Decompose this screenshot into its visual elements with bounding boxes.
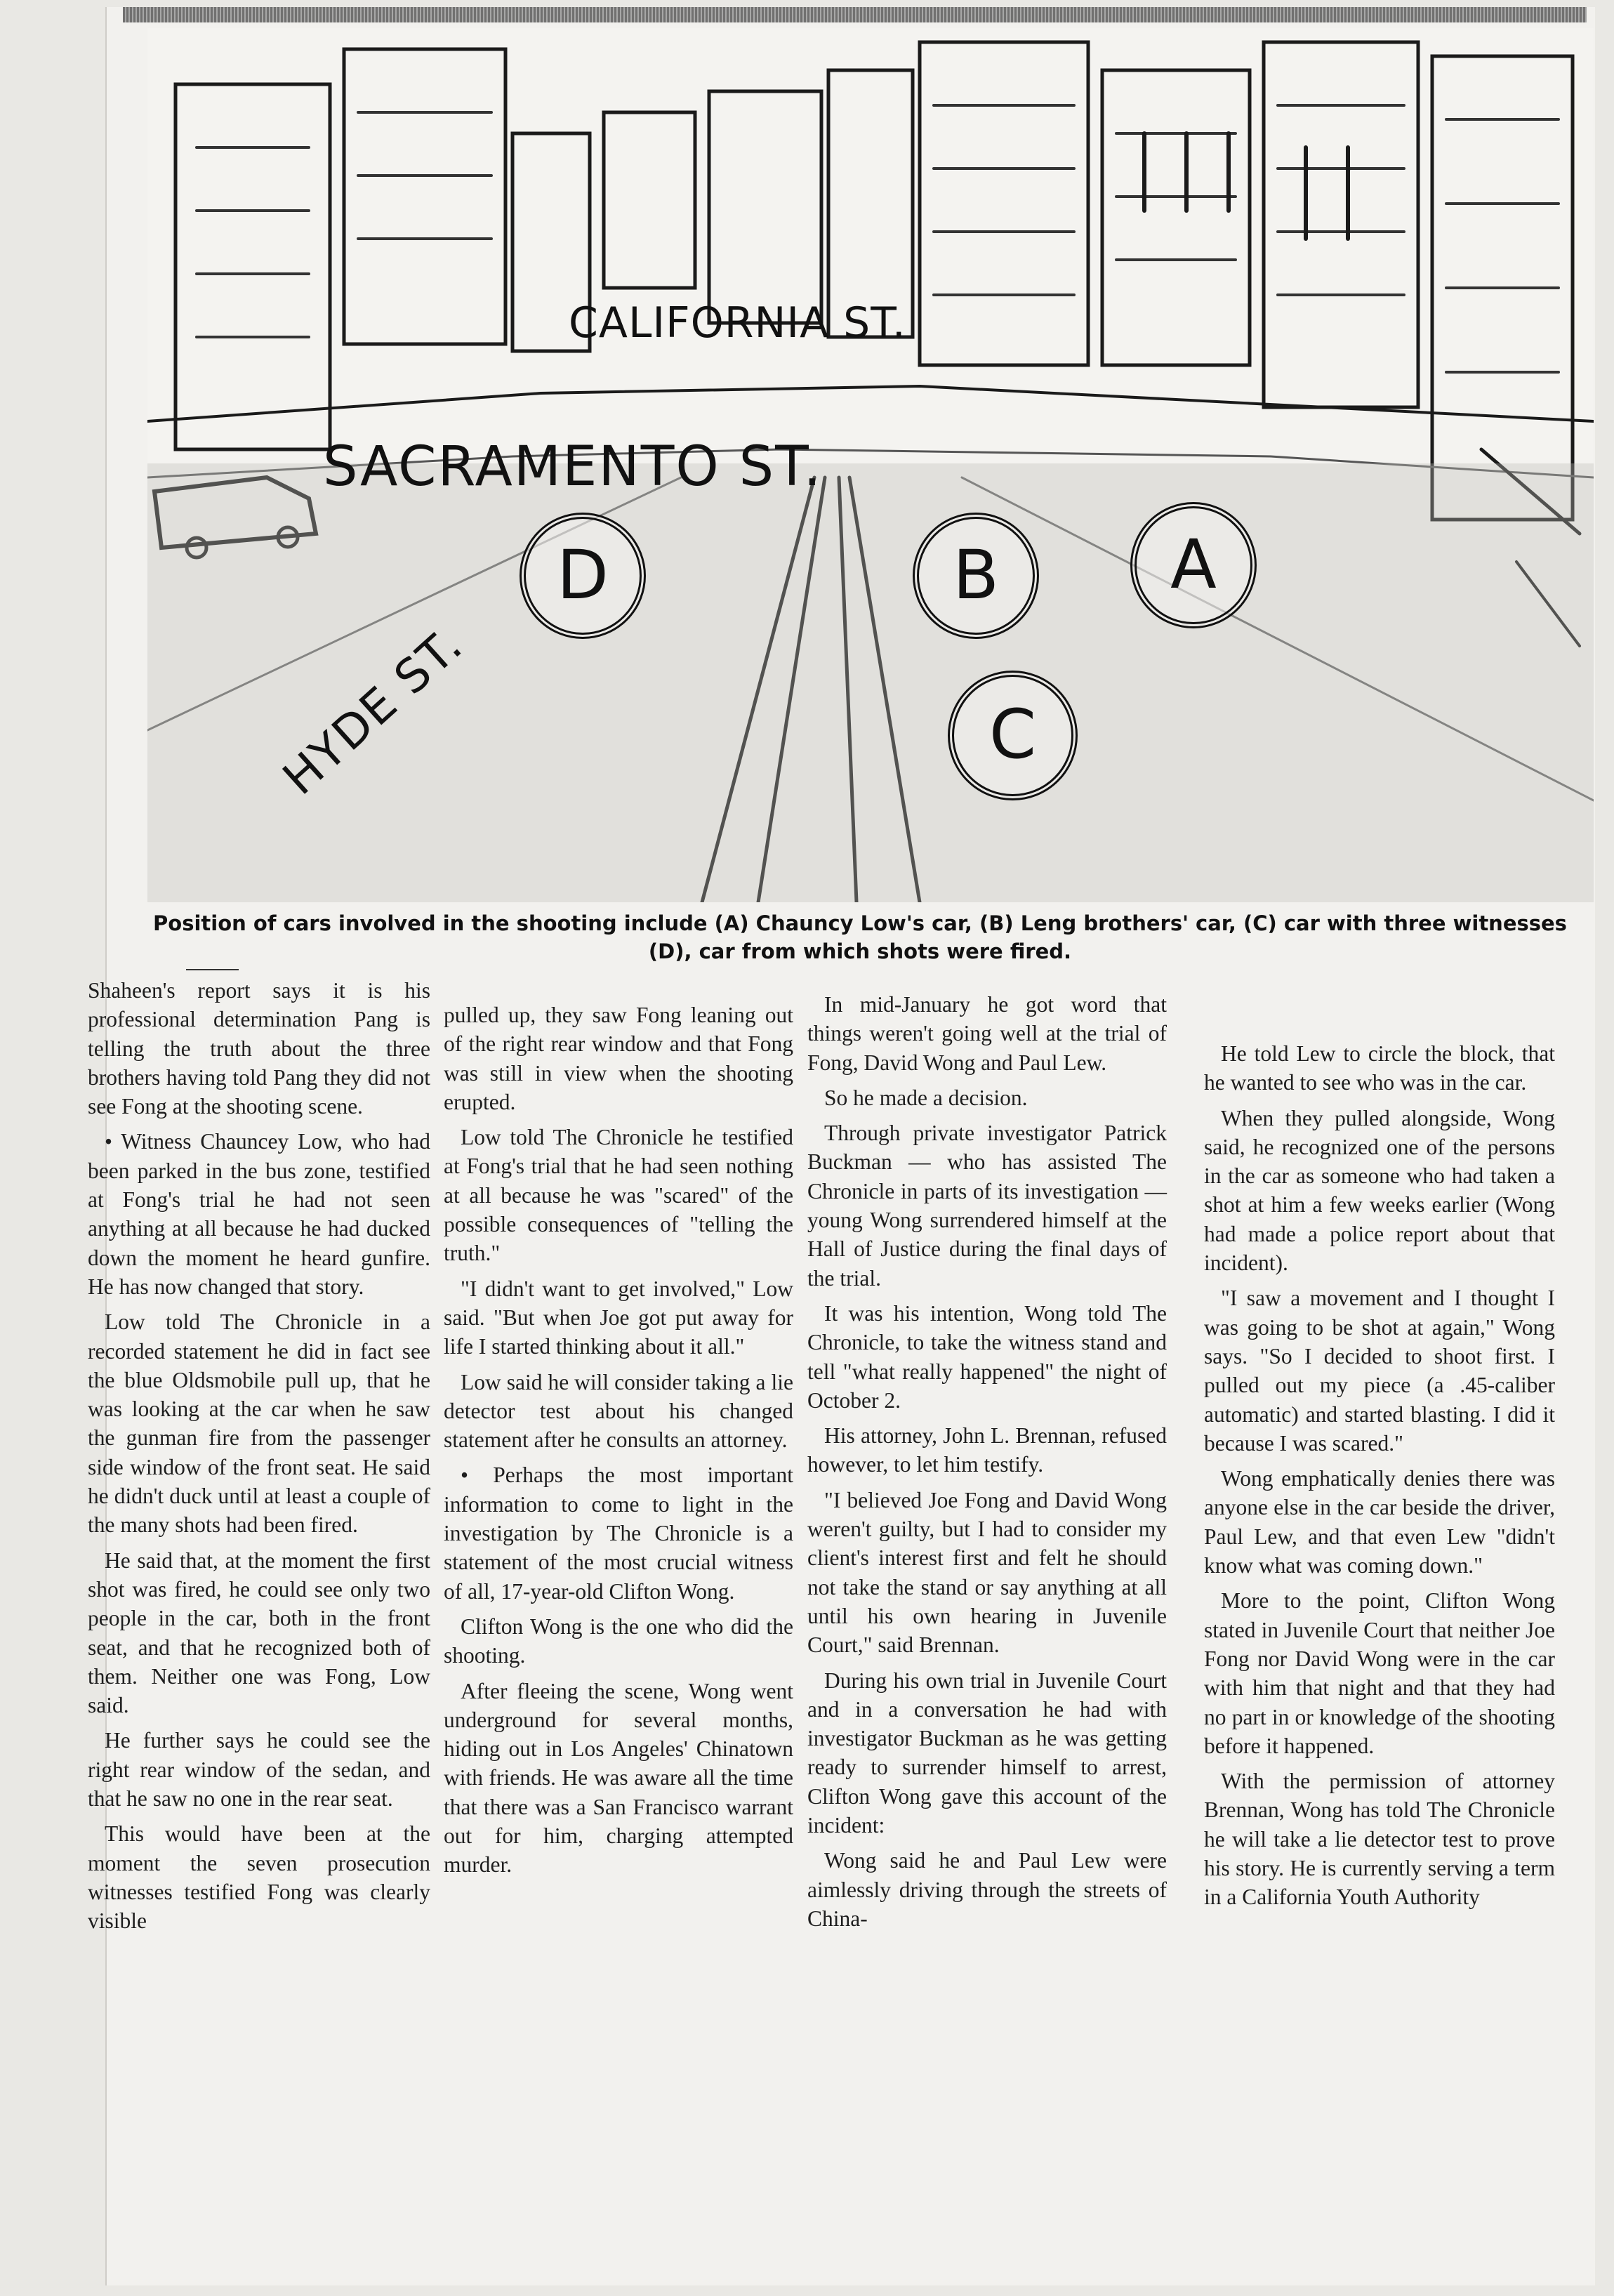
marker-d: D bbox=[520, 513, 646, 639]
paragraph: Low told The Chronicle in a recorded statement he did in fact see the blue Oldsmobile pull up, that he was looking at the car when he saw the gunman fire from the passenger side window of the front seat. He said he didn't duck until at least a couple of the many shots had been fired. bbox=[88, 1309, 430, 1538]
paragraph: It was his intention, Wong told The Chronicle, to take the witness stand and tell "what really happened" the night of October 2. bbox=[807, 1300, 1167, 1413]
paragraph: More to the point, Clifton Wong stated in Juvenile Court that neither Joe Fong nor David Wong were in the car with him that night and that they had no part in or knowledge of the shooting before it happened. bbox=[1204, 1588, 1555, 1758]
paragraph: He said that, at the moment the first shot was fired, he could see only two people in the car, both in the front seat, and that he recognized both of them. Neither one was Fong, Low said. bbox=[88, 1548, 430, 1718]
marker-b: B bbox=[913, 513, 1039, 639]
photo-caption: Position of cars involved in the shooting include (A) Chauncy Low's car, (B) Leng brothers' car, (C) car with three witnesses (D), car from which shots were fired. bbox=[153, 911, 1567, 963]
article-column-2 bbox=[444, 1001, 793, 1886]
paragraph: Wong said he and Paul Lew were aimlessly driving through the streets of China- bbox=[807, 1848, 1167, 1931]
hyde-street-label: HYDE ST. bbox=[272, 617, 473, 805]
paragraph: pulled up, they saw Fong leaning out of the right rear window and that Fong was still in view when the shooting erupted. bbox=[444, 1003, 793, 1114]
paragraph: So he made a decision. bbox=[824, 1085, 1028, 1110]
article-column-4 bbox=[1204, 1039, 1555, 1918]
paragraph: Shaheen's report says it is his professional determination Pang is telling the truth about the three brothers having told Pang they did not see Fong at the shooting scene. bbox=[88, 978, 430, 1119]
scan-edge-band bbox=[123, 7, 1587, 22]
paragraph: Low said he will consider taking a lie detector test about his changed statement after he consults an attorney. bbox=[444, 1369, 793, 1453]
paragraph: With the permission of attorney Brennan, Wong has told The Chronicle he will take a lie detector test to prove his story. He is currently serving a term in a California Youth Authority bbox=[1204, 1769, 1555, 1910]
california-street-label: CALIFORNIA ST. bbox=[569, 298, 906, 348]
street-photo bbox=[147, 28, 1594, 902]
marker-a: A bbox=[1130, 502, 1257, 628]
paragraph: Through private investigator Patrick Buckman — who has assisted The Chronicle in parts of its investigation — young Wong surrendered himself at the Hall of Justice during the final days of the trial. bbox=[807, 1121, 1167, 1291]
paragraph: "I didn't want to get involved," Low said. "But when Joe got put away for life I started thinking about it all." bbox=[444, 1276, 793, 1359]
article-column-3 bbox=[807, 990, 1167, 1939]
paragraph: Low told The Chronicle he testified at Fong's trial that he had seen nothing at all because he was "scared" of the possible consequences of "telling the truth." bbox=[444, 1125, 793, 1266]
paragraph: "I believed Joe Fong and David Wong weren't guilty, but I had to consider my client's interest first and felt he should not take the stand or say anything at all until his own hearing in Juvenile Court," said Brennan. bbox=[807, 1487, 1167, 1658]
paragraph: "I saw a movement and I thought I was going to be shot at again," Wong says. "So I decided to shoot first. I pulled out my piece (a .45-caliber automatic) and started blasting. I did it because I was scared." bbox=[1204, 1286, 1555, 1456]
caption-rule bbox=[186, 969, 239, 970]
article-column-1 bbox=[88, 976, 430, 1942]
paragraph: When they pulled alongside, Wong said, he recognized one of the persons in the car as someone who had taken a shot at him a few weeks earlier (Wong had made a police report about that incident). bbox=[1204, 1105, 1555, 1276]
paragraph: • Witness Chauncey Low, who had been parked in the bus zone, testified at Fong's trial he had not seen anything at all because he had ducked down the moment he heard gunfire. He has now changed that story. bbox=[88, 1129, 430, 1299]
paragraph: Clifton Wong is the one who did the shooting. bbox=[444, 1614, 793, 1668]
paragraph: Wong emphatically denies there was anyone else in the car beside the driver, Paul Lew, and that even Lew "didn't know what was coming down." bbox=[1204, 1466, 1555, 1578]
paragraph: • Perhaps the most important information to come to light in the investigation by The Chronicle is a statement of the most crucial witness of all, 17-year-old Clifton Wong. bbox=[444, 1463, 793, 1604]
paragraph: He told Lew to circle the block, that he wanted to see who was in the car. bbox=[1204, 1041, 1555, 1095]
paragraph: During his own trial in Juvenile Court and in a conversation he had with investigator Buckman as he was getting ready to surrender himself to arrest, Clifton Wong gave this account of the incident: bbox=[807, 1668, 1167, 1838]
paragraph: After fleeing the scene, Wong went underground for several months, hiding out in Los Angeles' Chinatown with friends. He was aware all the time that there was a San Francisco warrant out for him, charging attempted murder. bbox=[444, 1678, 793, 1878]
paragraph: This would have been at the moment the seven prosecution witnesses testified Fong was clearly visible bbox=[88, 1821, 430, 1934]
paragraph: In mid-January he got word that things weren't going well at the trial of Fong, David Wong and Paul Lew. bbox=[807, 992, 1167, 1075]
paragraph: His attorney, John L. Brennan, refused however, to let him testify. bbox=[807, 1423, 1167, 1477]
marker-c: C bbox=[948, 671, 1078, 800]
paragraph: He further says he could see the right rear window of the sedan, and that he saw no one in the rear seat. bbox=[88, 1728, 430, 1812]
sacramento-street-label: SACRAMENTO ST. bbox=[323, 435, 823, 499]
